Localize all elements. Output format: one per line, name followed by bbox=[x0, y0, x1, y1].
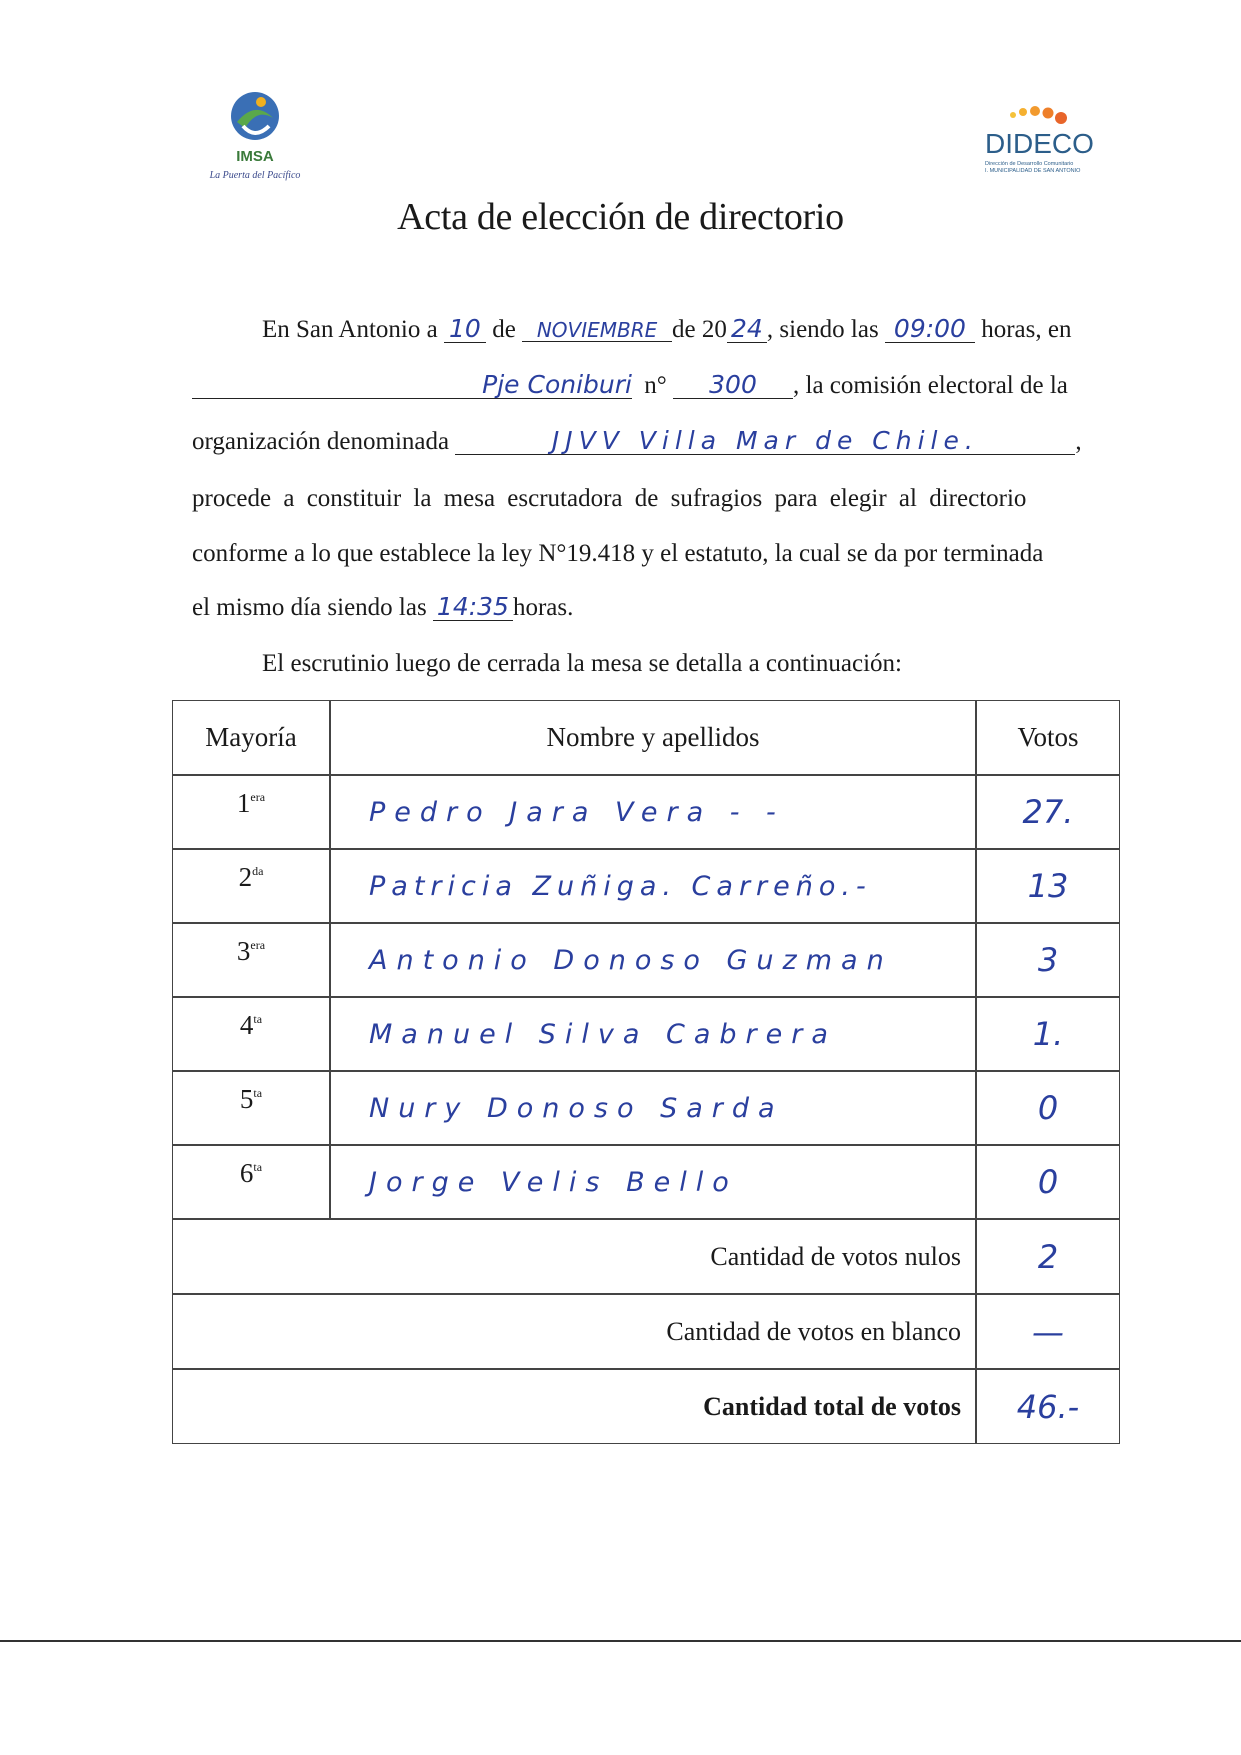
candidate-name-cell: Patricia Zuñiga. Carreño.- bbox=[330, 849, 976, 923]
candidate-name-cell: Nury Donoso Sarda bbox=[330, 1071, 976, 1145]
votes-cell: 13 bbox=[976, 849, 1120, 923]
street-field: Pje Coniburi bbox=[192, 372, 632, 399]
para-line-2: Pje Coniburi n° 300 , la comisión electoral de la bbox=[192, 372, 1068, 400]
para-line-3: organización denominada JJVV Villa Mar de Chile. , bbox=[192, 426, 1082, 455]
imsa-logo bbox=[185, 78, 325, 188]
dideco-logo-line2: I. MUNICIPALIDAD DE SAN ANTONIO bbox=[985, 168, 1081, 174]
rank-cell: 3 $^{era}$ bbox=[172, 923, 330, 997]
para-line-6: el mismo día siendo las 14:35 horas. bbox=[192, 592, 574, 621]
candidate-name-cell: Jorge Velis Bello bbox=[330, 1145, 976, 1219]
blank-votes-label: Cantidad de votos en blanco bbox=[172, 1294, 976, 1369]
header-votos: Votos bbox=[976, 700, 1120, 775]
votes-cell: 1. bbox=[976, 997, 1120, 1071]
null-votes-label: Cantidad de votos nulos bbox=[172, 1219, 976, 1294]
total-votes-label: Cantidad total de votos bbox=[172, 1369, 976, 1444]
rank-cell: 5 $^{ta}$ bbox=[172, 1071, 330, 1145]
para-line-1: En San Antonio a 10 de NOVIEMBRE de 20 24 , siendo las 09:00 horas, en bbox=[262, 314, 1072, 343]
rank-cell: 1 $^{era}$ bbox=[172, 775, 330, 849]
month-field: NOVIEMBRE bbox=[522, 320, 672, 342]
end-time-field: 14:35 bbox=[433, 594, 513, 621]
blank-votes-value: — bbox=[976, 1294, 1120, 1369]
organization-field: JJVV Villa Mar de Chile. bbox=[455, 428, 1075, 455]
bottom-divider bbox=[0, 1640, 1241, 1642]
year-field: 24 bbox=[727, 316, 767, 343]
candidate-name-cell: Pedro Jara Vera - - bbox=[330, 775, 976, 849]
start-time-field: 09:00 bbox=[885, 316, 975, 343]
imsa-logo-tagline: La Puerta del Pacífico bbox=[209, 170, 301, 181]
votes-cell: 3 bbox=[976, 923, 1120, 997]
dideco-logo-line1: Dirección de Desarrollo Comunitario bbox=[985, 161, 1074, 167]
votes-cell: 27. bbox=[976, 775, 1120, 849]
total-votes-value: 46.- bbox=[976, 1369, 1120, 1444]
para-line-4: procede a constituir la mesa escrutadora de sufragios para elegir al directorio bbox=[192, 485, 1027, 512]
day-field: 10 bbox=[444, 316, 486, 343]
rank-cell: 2 $^{da}$ bbox=[172, 849, 330, 923]
dideco-logo bbox=[975, 105, 1110, 185]
votes-cell: 0 bbox=[976, 1145, 1120, 1219]
candidate-name-cell: Antonio Donoso Guzman bbox=[330, 923, 976, 997]
rank-cell: 4 $^{ta}$ bbox=[172, 997, 330, 1071]
votes-cell: 0 bbox=[976, 1071, 1120, 1145]
para-line-5: conforme a lo que establece la ley N°19.418 y el estatuto, la cual se da por terminada bbox=[192, 540, 1044, 567]
results-table bbox=[172, 700, 1120, 1450]
header-nombre: Nombre y apellidos bbox=[330, 700, 976, 775]
dideco-logo-name: DIDECO bbox=[985, 128, 1094, 159]
null-votes-value: 2 bbox=[976, 1219, 1120, 1294]
imsa-logo-name: IMSA bbox=[236, 148, 274, 165]
street-number-field: 300 bbox=[673, 372, 793, 399]
document-title: Acta de elección de directorio bbox=[397, 196, 844, 238]
header-mayoria: Mayoría bbox=[172, 700, 330, 775]
rank-cell: 6 $^{ta}$ bbox=[172, 1145, 330, 1219]
para-line-7: El escrutinio luego de cerrada la mesa se detalla a continuación: bbox=[262, 650, 903, 677]
candidate-name-cell: Manuel Silva Cabrera bbox=[330, 997, 976, 1071]
